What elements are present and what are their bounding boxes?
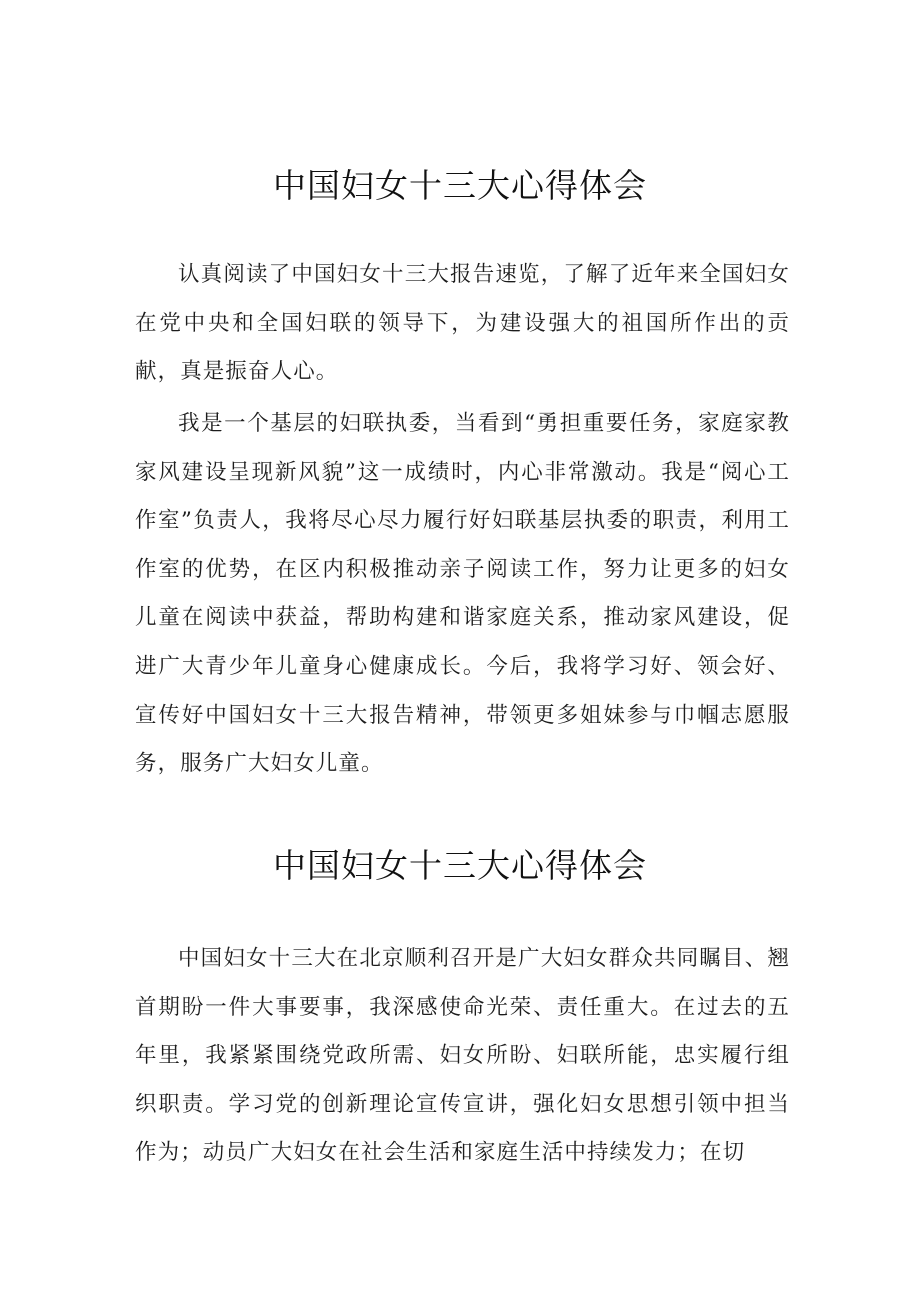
article-title-1: 中国妇女十三大心得体会 — [273, 166, 647, 205]
section-1-paragraph-1: 认真阅读了中国妇女十三大报告速览，了解了近年来全国妇女在党中央和全国妇联的领导下，为建设强大的祖国所作出的贡献，真是振奋人心。 — [135, 262, 790, 385]
article-title-2: 中国妇女十三大心得体会 — [273, 846, 647, 885]
section-2-paragraph-1: 中国妇女十三大在北京顺利召开是广大妇女群众共同瞩目、翘首期盼一件大事要事，我深感使命光荣、责任重大。在过去的五年里，我紧紧围绕党政所需、妇女所盼、妇联所能，忠实履行组织职责。学习党的创新理论宣传宣讲，强化妇女思想引领中担当作为；动员广大妇女在社会生活和家庭生活中持续发力；在切 — [135, 946, 790, 1166]
section-1-paragraph-2: 我是一个基层的妇联执委，当看到“勇担重要任务，家庭家教家风建设呈现新风貌”这一成绩时，内心非常激动。我是“阅心工作室”负责人，我将尽心尽力履行好妇联基层执委的职责，利用工作室的优势，在区内积极推动亲子阅读工作，努力让更多的妇女儿童在阅读中获益，帮助构建和谐家庭关系，推动家风建设，促进广大青少年儿童身心健康成长。今后，我将学习好、领会好、宣传好中国妇女十三大报告精神，带领更多姐妹参与巾帼志愿服务，服务广大妇女儿童。 — [135, 411, 790, 777]
